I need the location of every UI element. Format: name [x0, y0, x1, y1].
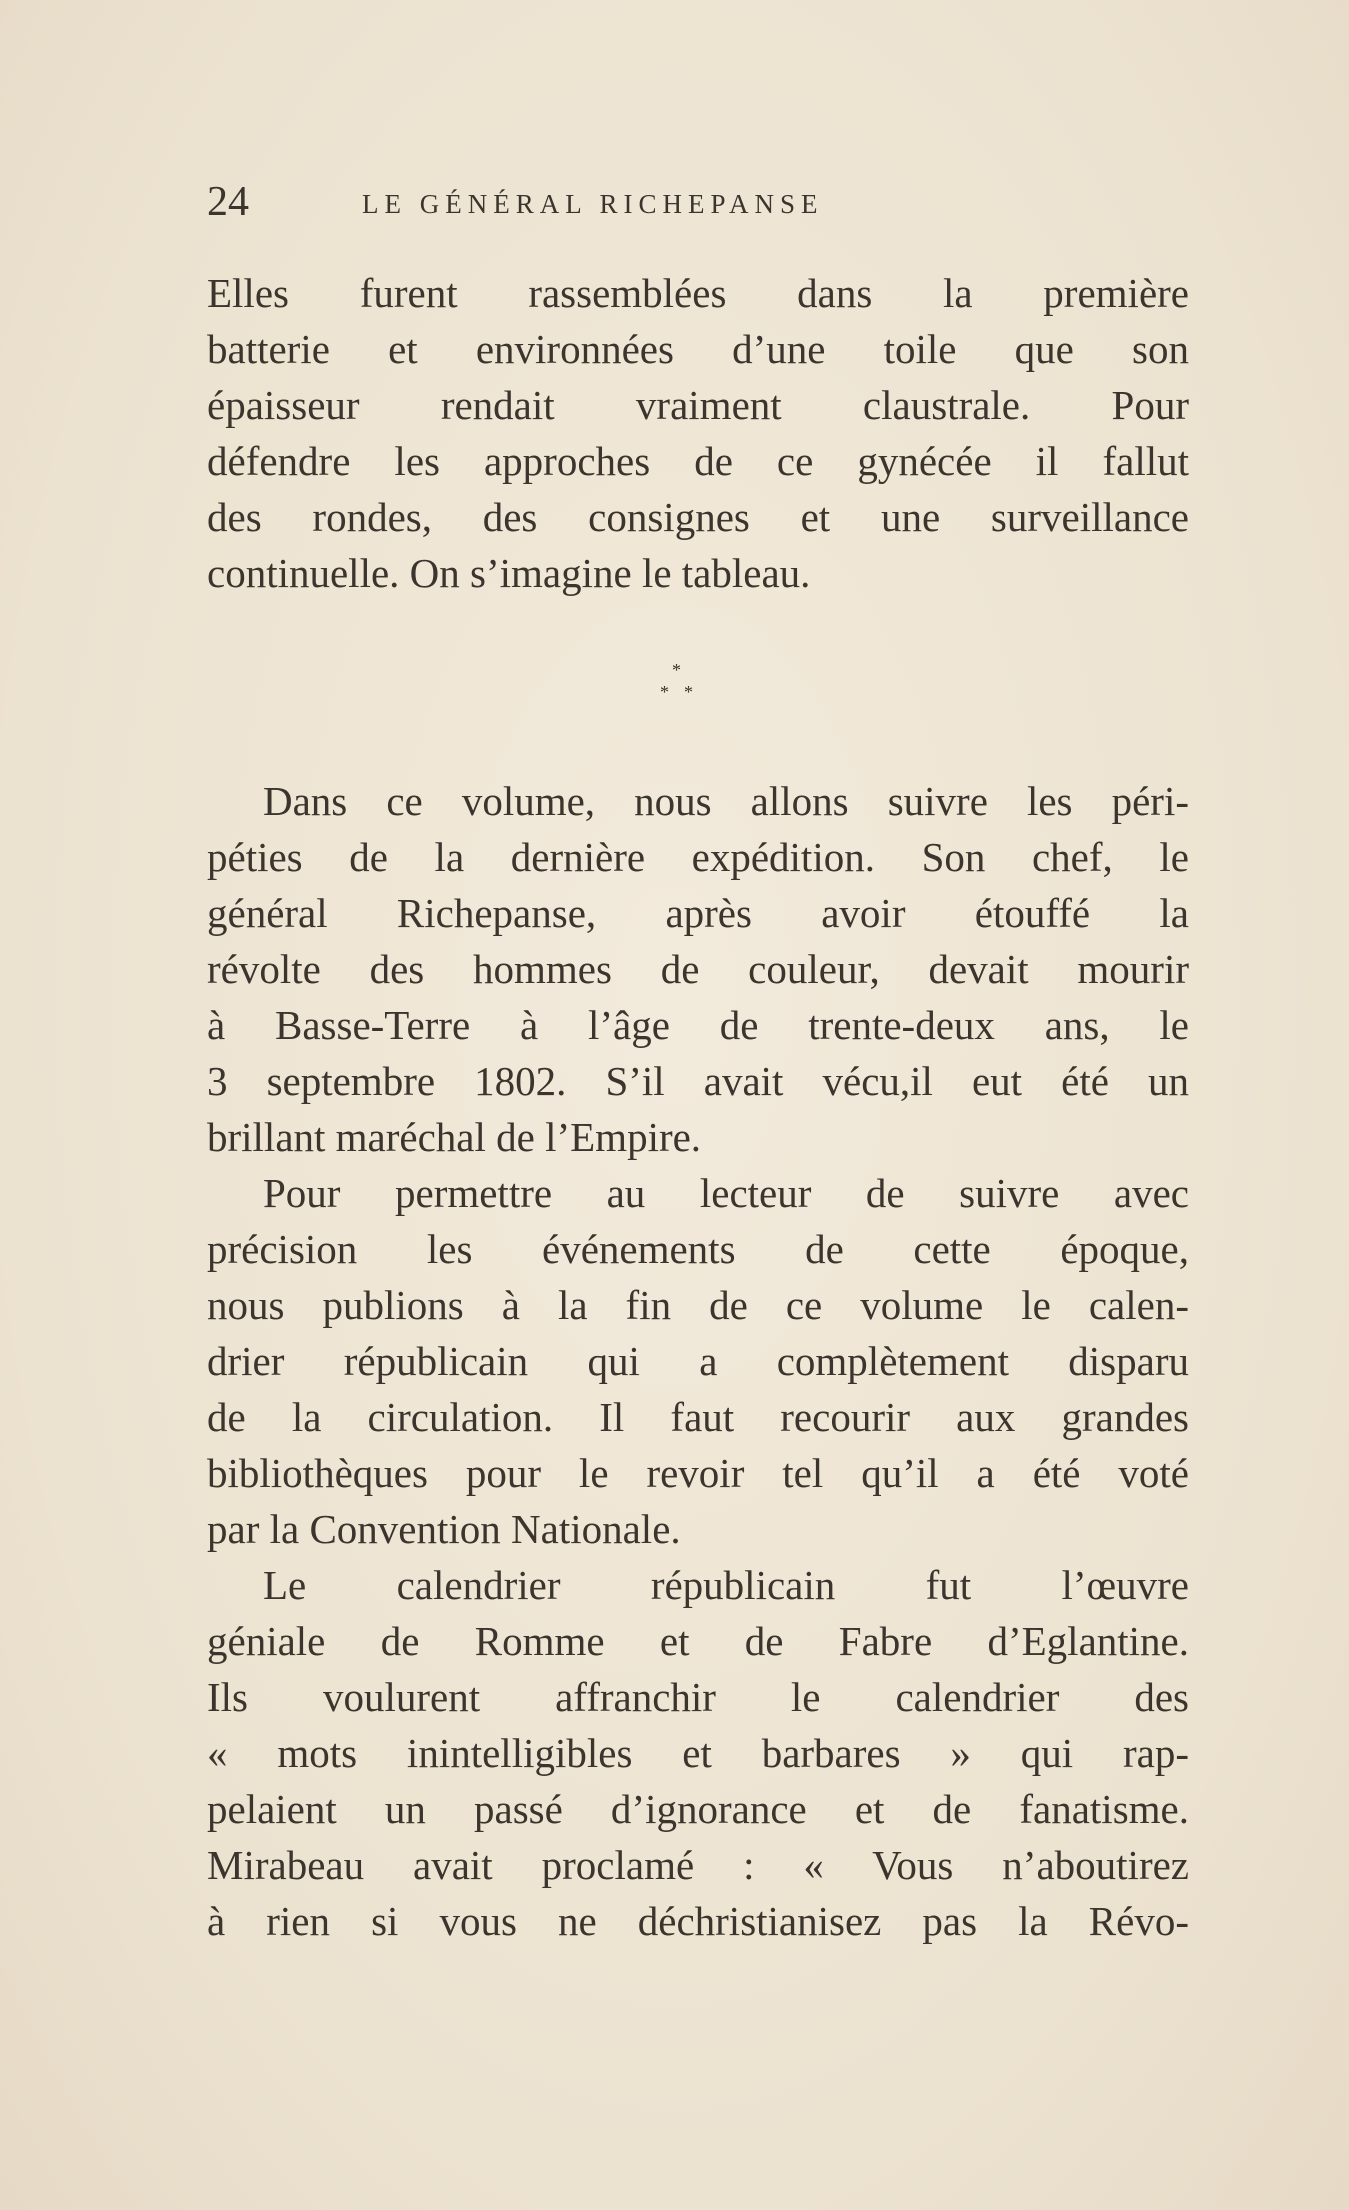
text-line: révolte des hommes de couleur, devait mourir [207, 946, 1189, 992]
text-line: drier républicain qui a complètement disparu [207, 1338, 1189, 1384]
paragraph-block-1 [207, 265, 1189, 601]
paragraph-block-2 [207, 773, 1189, 1949]
text-line: Le calendrier républicain fut l’œuvre [263, 1562, 1189, 1608]
text-line: « mots inintelligibles et barbares » qui rap- [207, 1730, 1189, 1776]
asterisk-icon: * [660, 682, 669, 702]
text-line: péties de la dernière expédition. Son chef, le [207, 834, 1189, 880]
text-line: nous publions à la fin de ce volume le calen- [207, 1282, 1189, 1328]
text-line: continuelle. On s’imagine le tableau. [207, 550, 811, 596]
text-line: Ils voulurent affranchir le calendrier des [207, 1674, 1189, 1720]
text-line: Pour permettre au lecteur de suivre avec [263, 1170, 1189, 1216]
asterisk-icon: * [672, 660, 681, 680]
text-line: général Richepanse, après avoir étouffé la [207, 890, 1189, 936]
text-line: géniale de Romme et de Fabre d’Eglantine. [207, 1618, 1189, 1664]
text-line: de la circulation. Il faut recourir aux grandes [207, 1394, 1189, 1440]
text-line: à Basse-Terre à l’âge de trente-deux ans, le [207, 1002, 1189, 1048]
running-title: LE GÉNÉRAL RICHEPANSE [362, 189, 824, 219]
text-line: par la Convention Nationale. [207, 1506, 681, 1552]
text-line: batterie et environnées d’une toile que son [207, 326, 1189, 372]
text-line: bibliothèques pour le revoir tel qu’il a été voté [207, 1450, 1189, 1496]
page-number: 24 [207, 179, 249, 225]
text-line: Dans ce volume, nous allons suivre les péri- [263, 778, 1189, 824]
page-header [207, 178, 987, 226]
text-line: à rien si vous ne déchristianisez pas la Révo- [207, 1898, 1189, 1944]
text-line: brillant maréchal de l’Empire. [207, 1114, 702, 1160]
text-line: épaisseur rendait vraiment claustrale. Pour [207, 382, 1189, 428]
asterisk-icon: * [684, 682, 693, 702]
text-line: pelaient un passé d’ignorance et de fanatisme. [207, 1786, 1189, 1832]
text-line: Elles furent rassemblées dans la première [207, 270, 1189, 316]
text-line: défendre les approches de ce gynécée il fallut [207, 438, 1189, 484]
text-line: 3 septembre 1802. S’il avait vécu,il eut été un [207, 1058, 1189, 1104]
text-line: des rondes, des consignes et une surveillance [207, 494, 1189, 540]
text-line: Mirabeau avait proclamé : « Vous n’aboutirez [207, 1842, 1189, 1888]
section-break-asterism [648, 660, 708, 710]
text-line: précision les événements de cette époque, [207, 1226, 1189, 1272]
